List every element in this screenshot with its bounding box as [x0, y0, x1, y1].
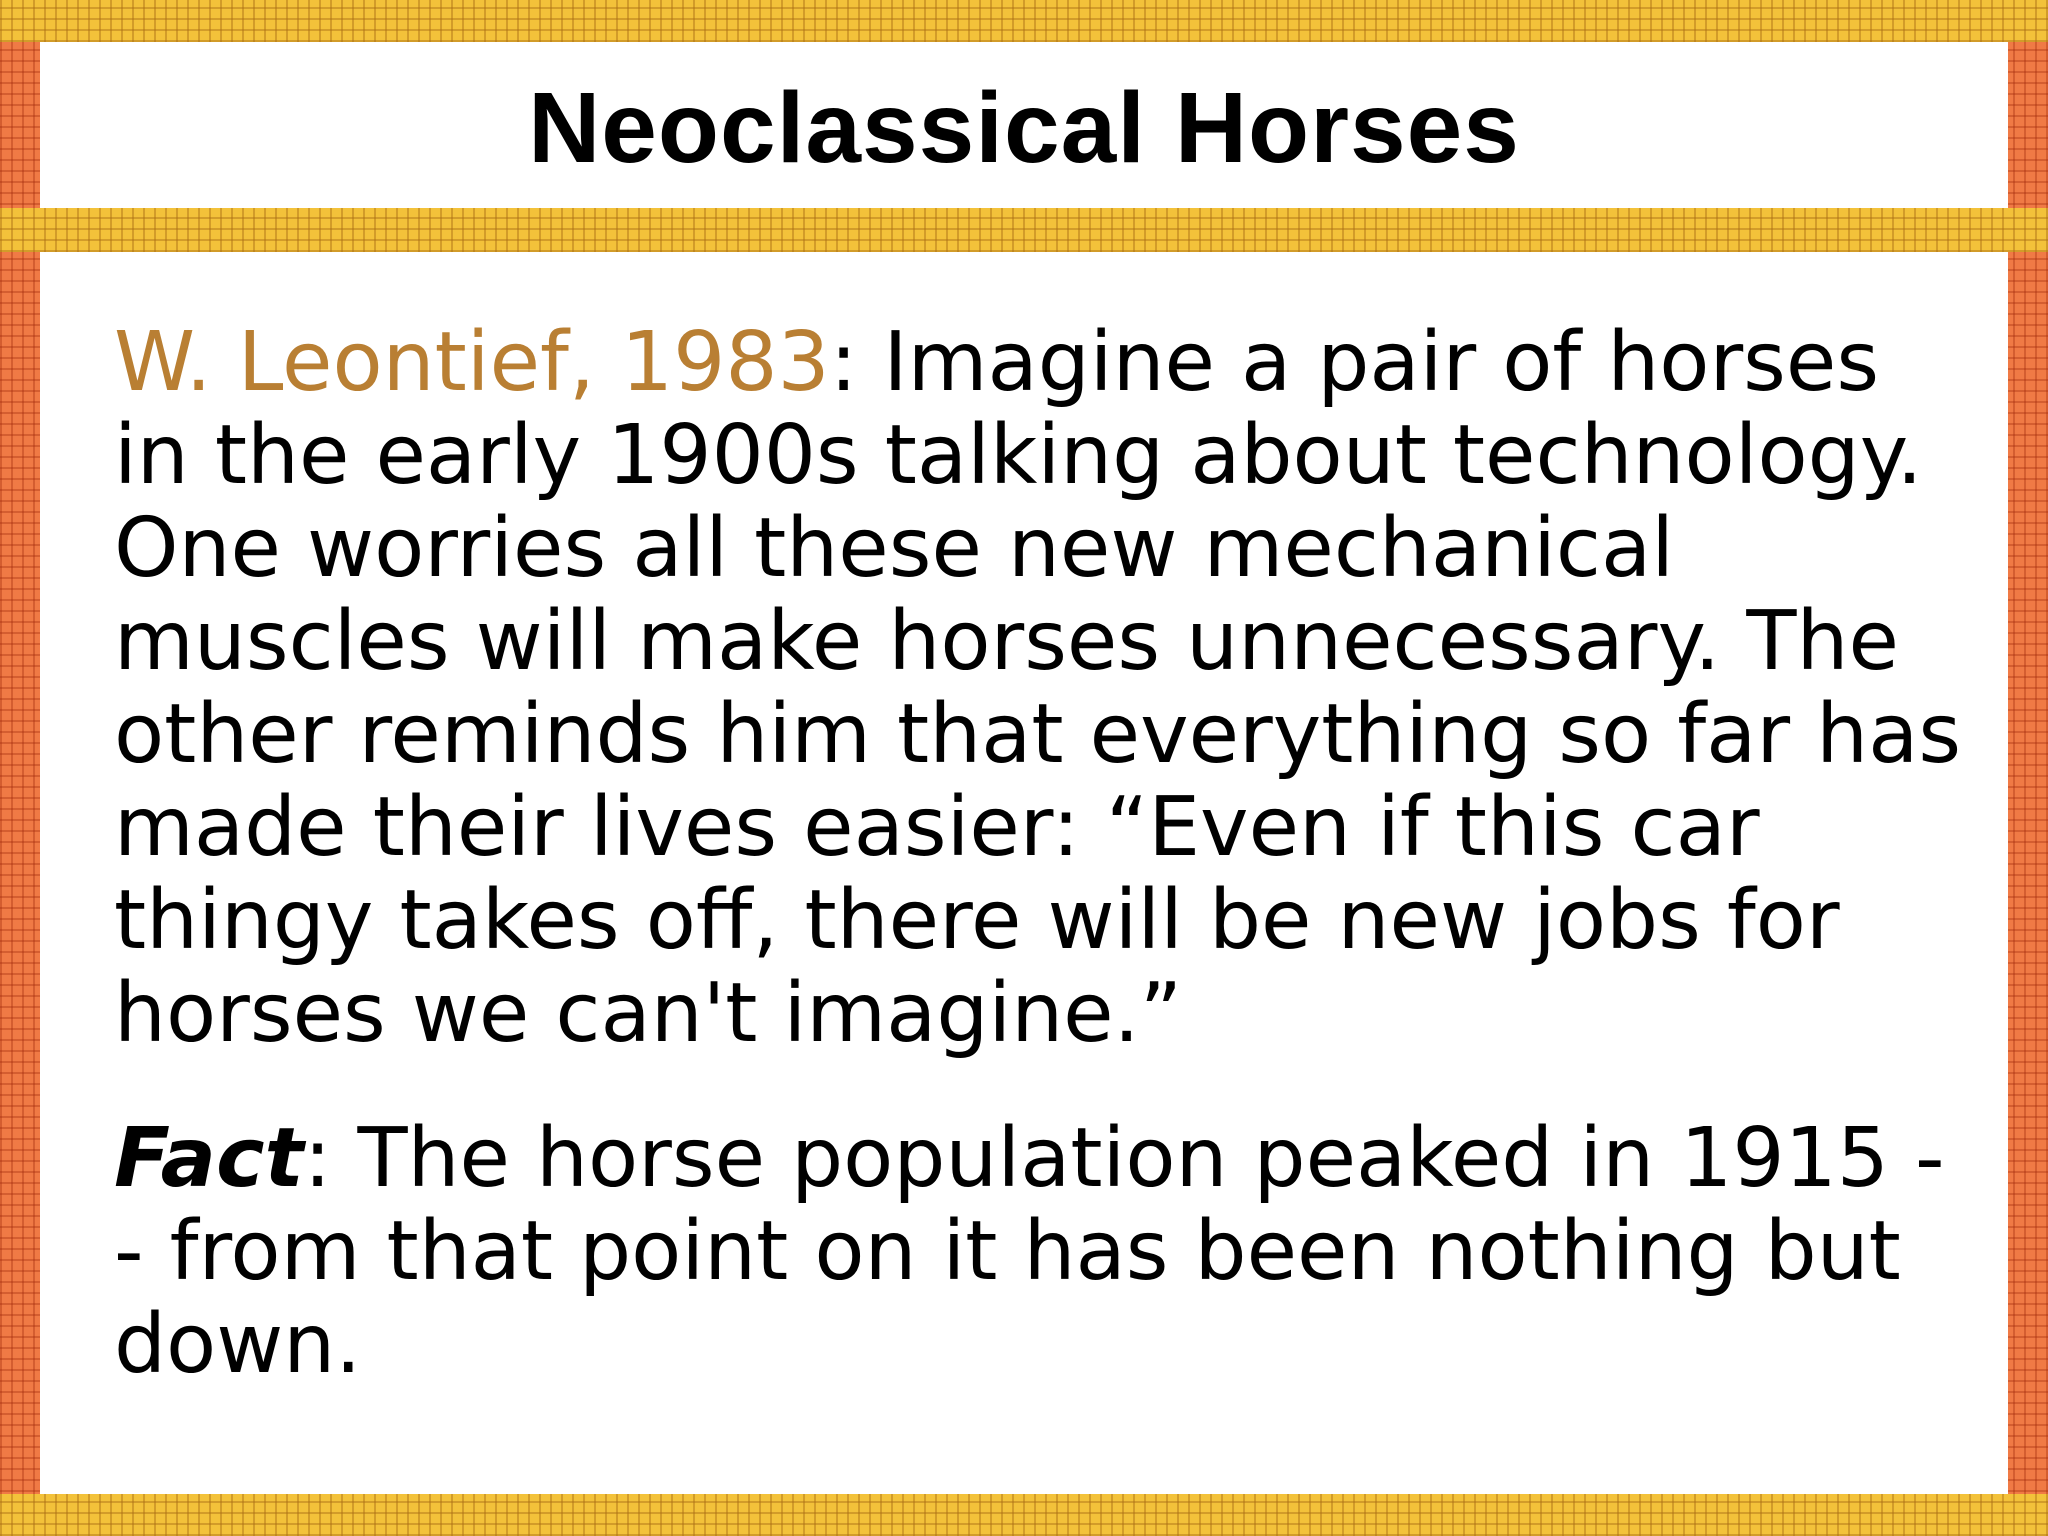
title-divider-band	[0, 208, 2048, 252]
slide-body	[114, 316, 1974, 1391]
slide-title: Neoclassical Horses	[528, 71, 1520, 184]
fact-paragraph	[114, 1112, 1974, 1391]
fact-separator: :	[303, 1111, 332, 1206]
fact-text: The horse population peaked in 1915 -- from that point on it has been nothing but down.	[114, 1111, 1945, 1392]
quote-text: Imagine a pair of horses in the early 1900s talking about technology. One worries all these new mechanical muscles will make horses unnecessary. The other reminds him that everything so far has made their lives easier: “Even if this car thingy takes off, there will be new jobs for horses we can't imagine.”	[114, 315, 1962, 1061]
bottom-border-band	[0, 1494, 2048, 1536]
fact-label: Fact	[114, 1111, 304, 1206]
quote-citation: W. Leontief, 1983	[114, 315, 830, 410]
title-panel	[40, 42, 2008, 208]
top-border-band	[0, 0, 2048, 42]
content-panel	[40, 252, 2008, 1494]
quote-paragraph	[114, 316, 1974, 1060]
quote-separator: :	[829, 315, 858, 410]
